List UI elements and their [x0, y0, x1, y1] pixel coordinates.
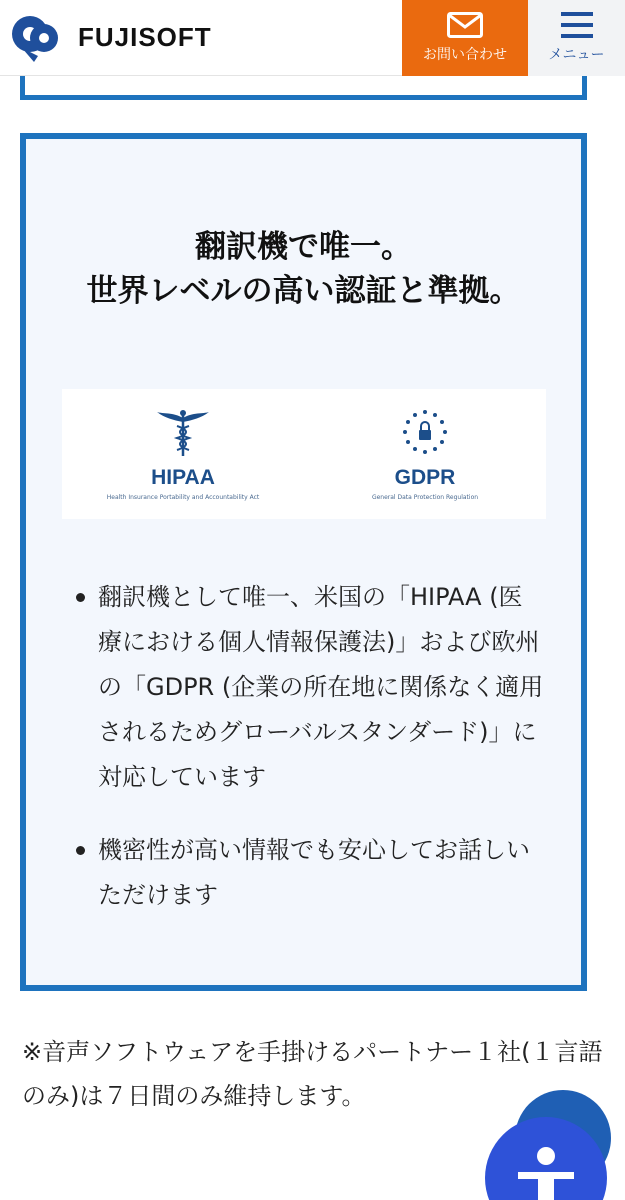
feature-item-compliance: 翻訳機として唯一、米国の「HIPAA (医療における個人情報保護法)」および欧州の「GDPR (企業の所在地に関係なく適用されるためグローバルスタンダード)」に対応しています	[76, 575, 546, 800]
hipaa-subtitle: Health Insurance Portability and Accountability Act	[106, 493, 260, 501]
heading-line-1: 翻訳機で唯一。	[195, 229, 412, 265]
accessibility-button[interactable]	[488, 1120, 604, 1200]
caduceus-icon	[155, 408, 211, 458]
hipaa-badge	[83, 408, 283, 501]
menu-button[interactable]	[528, 0, 625, 76]
hipaa-title: HIPAA	[151, 465, 215, 489]
heading-line-2: 世界レベルの高い認証と準拠。	[86, 273, 521, 309]
gdpr-title: GDPR	[394, 465, 456, 489]
accessibility-person-icon	[488, 1120, 604, 1200]
feature-item-confidential: 機密性が高い情報でも安心してお話しいただけます	[76, 828, 546, 918]
fujisoft-logo-mark-icon	[8, 10, 64, 64]
footnote: ※音声ソフトウェアを手掛けるパートナー１社(１言語のみ)は７日間のみ維持します。	[22, 1038, 603, 1110]
site-header	[0, 0, 625, 76]
certification-badges	[62, 389, 546, 519]
fujisoft-logo[interactable]	[8, 10, 212, 64]
gdpr-subtitle: General Data Protection Regulation	[371, 493, 479, 501]
gdpr-badge	[325, 408, 525, 501]
certification-section	[20, 133, 587, 991]
section-heading	[26, 225, 581, 313]
mail-icon	[447, 12, 483, 38]
eu-lock-icon	[399, 408, 451, 458]
contact-button[interactable]	[402, 0, 528, 76]
hamburger-icon	[561, 12, 593, 38]
menu-button-label: メニュー	[548, 47, 605, 63]
logo-text: FUJISOFT	[78, 21, 212, 52]
feature-list	[76, 575, 546, 946]
contact-button-label: お問い合わせ	[423, 47, 507, 63]
